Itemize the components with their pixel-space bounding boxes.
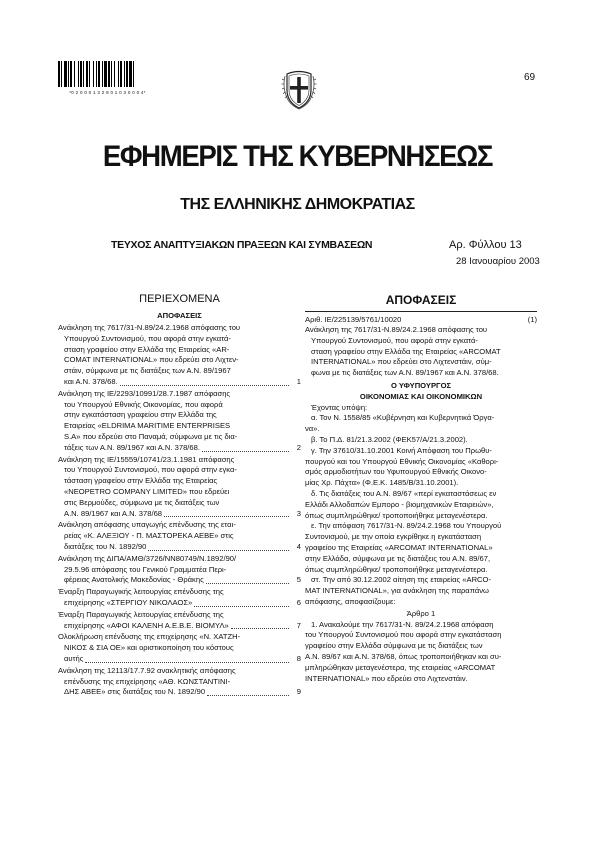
toc-entry-line: Ολοκλήρωση επένδυσης της επιχείρησης «Ν. ΧΑΤΖΗ- <box>58 632 241 642</box>
toc-entry-last-line <box>58 509 301 520</box>
toc-entry-line: Εταιρείας «ELDRIMA MARITIME ENTERPRISES <box>64 421 231 431</box>
barcode-bar <box>78 61 79 87</box>
consideration-line: απόφασης, αποφασίζουμε: <box>305 596 396 606</box>
toc-entry-text: φέρειας Ανατολικής Μακεδονίας - Θράκης <box>64 575 204 585</box>
consideration-item <box>305 413 537 435</box>
barcode-bar <box>111 61 112 87</box>
barcode-bar <box>96 61 97 87</box>
consideration-line: α. Τον Ν. 1558/85 «Κυβέρνηση και Κυβερνητικά Όργα- <box>311 413 495 423</box>
toc-entry-line: στην εγκατάσταση γραφείου στην Ελλάδα της <box>64 410 217 420</box>
toc-entry-line: Ανάκληση της ΔΙΠΑ/ΑΜΘ/3726/ΝΝ80749/Ν.1892/90/ <box>58 553 237 563</box>
toc-entry <box>58 610 301 632</box>
toc-entry-line: του Υπουργού Εθνικής Οικονομίας, που αφορά <box>64 399 223 409</box>
toc-entry-line: Ανάκληση απόφασης υπαγωγής επένδυσης της εται- <box>58 520 236 530</box>
barcode-bar <box>61 61 62 87</box>
article-line: γραφείου στην Ελλάδα σύμφωνα με τις διατάξεις των <box>305 641 483 651</box>
barcode-bar <box>124 61 125 87</box>
consideration-line: Συντονισμού, με την οποία εγκρίθηκε η εγκατάσταση <box>305 532 482 542</box>
dot-leader <box>164 509 289 518</box>
barcode-bar <box>102 61 103 87</box>
barcode-bar <box>114 61 115 87</box>
consideration-line: όπως συμπληρώθηκε/ τροποποιήθηκε μεταγενέστερα. <box>305 564 488 574</box>
consideration-line: στ. Την από 30.12.2002 αίτηση της εταιρείας «ARCO- <box>311 575 491 585</box>
having-in-mind: Έχοντας υπόψη: <box>311 402 368 412</box>
barcode-bar <box>98 61 100 87</box>
toc-entry <box>58 587 301 609</box>
barcode-bar <box>89 61 90 87</box>
consideration-line: ε. Την απόφαση 7617/31-Ν. 89/24.2.1968 του Υπουργού <box>311 521 502 531</box>
article-line: INTERNATIONAL» που εδρεύει στο Λιχτενστάιν. <box>305 673 468 683</box>
dot-leader <box>231 621 289 630</box>
toc-entry-line: ρείας «Κ. ΑΛΕΞΙΟΥ - Π. ΜΑΣΤΟΡΕΚΑ ΑΕΒΕ» στις <box>64 531 234 541</box>
consideration-line: όπως συμπληρώθηκε/ τροποποιήθηκε μεταγενέστερα. <box>305 510 488 520</box>
barcode-bar <box>74 61 75 87</box>
article-line: Α.Ν. 89/67 και Α.Ν. 378/68, όπως τροποποιήθηκαν και συ- <box>305 651 502 661</box>
consideration-line: MAT INTERNATIONAL», για ανάκληση της παραπάνω <box>305 586 489 596</box>
barcode-bar <box>68 61 69 87</box>
greek-coat-of-arms-icon <box>280 66 318 110</box>
considerations-list <box>305 413 537 607</box>
barcode-bar <box>118 61 119 87</box>
intro-line: Ανάκληση της 7617/31-Ν.89/24.2.1968 απόφασης του <box>305 325 488 334</box>
toc-entry-line: COMAT INTERNATIONAL» που εδρεύει στο Λιχτεν- <box>64 355 239 365</box>
decision-reference-number: (1) <box>527 315 537 324</box>
toc-page-number: 8 <box>296 653 301 663</box>
divider <box>305 311 537 312</box>
toc-entry-line: στάιν, σύμφωνα με τις διατάξεις των Α.Ν. 89/1967 <box>64 366 231 376</box>
issue-date: 28 Ιανουαρίου 2003 <box>456 256 540 267</box>
toc-page-number: 1 <box>296 376 301 386</box>
toc-entry-line: Έναρξη Παραγωγικής λειτουργίας επένδυσης της <box>58 587 224 597</box>
decision-column <box>305 293 537 684</box>
article-line: 1. Ανακαλούμε την 7617/31-Ν. 89/24.2.1968 απόφαση <box>311 619 494 629</box>
toc-entry-text: και Α.Ν. 378/68. <box>64 376 118 386</box>
gazette-series: ΤΕΥΧΟΣ ΑΝΑΠΤΥΞΙΑΚΩΝ ΠΡΑΞΕΩΝ ΚΑΙ ΣΥΜΒΑΣΕΩΝ <box>111 239 373 251</box>
toc-page-number: 4 <box>296 541 301 551</box>
toc-entry-line: Υπουργού Συντονισμού, που αφορά στην εγκατά- <box>64 333 231 343</box>
toc-entry-line: Ανάκληση της 12113/17.7.92 ανακλητικής απόφασης <box>58 665 236 675</box>
gazette-title: ΕΦΗΜΕΡΙΣ ΤΗΣ ΚΥΒΕΡΝΗΣΕΩΣ <box>102 140 493 173</box>
consideration-line: δ. Τις διατάξεις του Α.Ν. 89/67 «περί εγκαταστάσεως εν <box>311 488 497 498</box>
consideration-item <box>305 489 537 521</box>
toc-entry <box>58 520 301 552</box>
toc-entry-line: τάσταση γραφείου στην Ελλάδα της Εταιρείας <box>64 476 218 486</box>
toc-entry-last-line <box>58 575 301 586</box>
toc-entry-last-line <box>58 687 301 698</box>
barcode-bar <box>104 61 107 87</box>
dot-leader <box>85 654 289 663</box>
toc-entry-line: ΝΙΚΟΣ & ΣΙΑ ΟΕ» και οριστικοποίηση του κόστους <box>64 643 234 653</box>
minister-title: Ο ΥΦΥΠΟΥΡΓΟΣ <box>390 380 452 390</box>
consideration-line: β. Το Π.Δ. 81/21.3.2002 (ΦΕΚ57/Α/21.3.2002). <box>311 434 468 444</box>
dot-leader <box>194 598 289 607</box>
toc-entry-line: 29.5.96 απόφασης του Γενικού Γραμματέα Περι- <box>64 564 227 574</box>
page-number: 69 <box>524 72 536 83</box>
barcode-number: *0 2 0 0 0 1 3 2 8 0 1 0 3 0 0 0 4* <box>69 90 146 95</box>
barcode-bar <box>86 61 88 87</box>
toc-entry-text: ΔΗΣ ΑΒΕΕ» στις διατάξεις του Ν. 1892/90 <box>64 687 206 697</box>
dot-leader <box>206 575 289 584</box>
barcode-bar <box>108 61 110 87</box>
toc-heading: ΠΕΡΙΕΧΟΜΕΝΑ <box>139 293 220 305</box>
consideration-line: να». <box>305 424 320 434</box>
toc-entry-line: Ανάκληση της ΙΕ/15559/10741/23.1.1981 απόφασης <box>58 454 235 464</box>
consideration-item <box>305 446 537 489</box>
intro-line: INTERNATIONAL» που εδρεύει στο Λιχτενστάιν, σύμ- <box>311 357 492 367</box>
consideration-item <box>305 435 537 446</box>
consideration-item <box>305 575 537 607</box>
toc-entry-last-line <box>58 443 301 454</box>
toc-entry-text: επιχείρησης «ΣΤΕΡΓΙΟΥ ΝΙΚΟΛΑΟΣ» <box>64 597 193 607</box>
intro-line: σταση γραφείου στην Ελλάδα της Εταιρείας «ARCOMAT <box>311 346 501 356</box>
table-of-contents <box>58 293 301 699</box>
barcode-bar <box>120 61 122 87</box>
barcode-bar <box>80 61 82 87</box>
toc-entry <box>58 455 301 520</box>
barcode <box>58 61 157 87</box>
dot-leader <box>120 377 289 386</box>
toc-page-number: 3 <box>296 508 301 518</box>
consideration-line: πουργού και του Υπουργού Εθνικής Οικονομίας «Καθορι- <box>305 456 499 466</box>
toc-entry-text: αυτής <box>64 653 84 663</box>
article-text <box>305 620 537 685</box>
toc-subheading: ΑΠΟΦΑΣΕΙΣ <box>157 311 202 320</box>
toc-entry-line: του Υπουργού Συντονισμού, που αφορά στην εγκα- <box>64 465 237 475</box>
toc-entry <box>58 632 301 664</box>
decision-reference: Αριθ. ΙΕ/225139/5761/10020 <box>305 315 402 324</box>
barcode-bar <box>129 61 132 87</box>
consideration-line: γ. Την 37610/31.10.2001 Κοινή Απόφαση του Πρωθυ- <box>311 445 492 455</box>
article-heading: Άρθρο 1 <box>406 608 436 618</box>
decision-intro <box>305 325 537 379</box>
decision-reference-row <box>305 315 537 325</box>
barcode-bar <box>58 61 60 87</box>
article-line: μπληρώθηκαν μεταγενέστερα, της εταιρείας «ARCOMAT <box>305 662 496 672</box>
barcode-bar <box>83 61 84 87</box>
consideration-line: γραφείου της Εταιρείας «ARCOMAT INTERNATIONAL» <box>305 542 493 552</box>
ministry-name: ΟΙΚΟΝΟΜΙΑΣ ΚΑΙ ΟΙΚΟΝΟΜΙΚΩΝ <box>359 391 483 401</box>
consideration-item <box>305 521 537 575</box>
toc-entry-text: τάξεις των Α.Ν. 89/1967 και Α.Ν. 378/68. <box>64 442 200 452</box>
toc-entry-line: S.A» που εδρεύει στο Παναμά, σύμφωνα με τις δια- <box>64 431 238 441</box>
toc-entry-line: Ανάκληση της 7617/31-Ν.89/24.2.1968 απόφασης του <box>58 323 241 332</box>
barcode-bar <box>133 61 134 87</box>
toc-entry-line: σταση γραφείου στην Ελλάδα της Εταιρείας «AR- <box>64 344 230 354</box>
toc-entry-text: διατάξεις του Ν. 1892/90 <box>64 541 147 551</box>
toc-entry-line: επένδυσης της επιχείρησης «ΑΘ. ΚΩΝΣΤΑΝΤΙΝΙ- <box>64 676 231 686</box>
toc-page-number: 7 <box>296 620 301 630</box>
toc-page-number: 9 <box>296 687 301 697</box>
toc-entry-line: Ανάκληση της ΙΕ/2293/10991/28.7.1987 απόφασης <box>58 388 231 398</box>
toc-entry-line: «NEOPETRO COMPANY LIMITED» που εδρεύει <box>64 486 230 496</box>
toc-entry-line: Έναρξη Παραγωγικής λειτουργίας επένδυσης της <box>58 609 224 619</box>
issue-number: Αρ. Φύλλου 13 <box>449 239 522 251</box>
toc-page-number: 5 <box>296 575 301 585</box>
barcode-bar <box>93 61 94 87</box>
toc-entry-last-line <box>58 654 301 665</box>
toc-entry-last-line <box>58 621 301 632</box>
toc-entry <box>58 666 301 698</box>
gazette-subtitle: ΤΗΣ ΕΛΛΗΝΙΚΗΣ ΔΗΜΟΚΡΑΤΙΑΣ <box>180 196 415 213</box>
dot-leader <box>148 542 289 551</box>
toc-entry <box>58 323 301 388</box>
consideration-line: μίας Χρ. Πάχτα» (Φ.Ε.Κ. 1485/Β/31.10.2001). <box>305 478 459 488</box>
toc-entry-line: στις Βερμούδες, σύμφωνα με τις διατάξεις των <box>64 497 220 507</box>
barcode-bar <box>70 61 72 87</box>
dot-leader <box>207 687 289 696</box>
barcode-bar <box>126 61 128 87</box>
toc-entry-last-line <box>58 377 301 388</box>
toc-entry-text: επιχείρησης «ΑΦΟΙ ΚΑΛΕΝΗ Α.Ε.Β.Ε. ΒΙΟΜΥΛ» <box>64 620 229 630</box>
toc-entry-last-line <box>58 598 301 609</box>
toc-entry-last-line <box>58 542 301 553</box>
consideration-line: σμός αρμοδιοτήτων του Υφυπουργού Εθνικής Οικονο- <box>305 467 487 477</box>
toc-entry <box>58 554 301 586</box>
article-line: του Υπουργού Συντονισμού που αφορά στην εγκατάσταση <box>305 630 502 640</box>
consideration-line: στην Ελλάδα, σύμφωνα με τις διατάξεις του Α.Ν. 89/67, <box>305 553 491 563</box>
barcode-bar <box>64 61 67 87</box>
toc-list <box>58 323 301 698</box>
toc-entry-text: Α.Ν. 89/1967 και Α.Ν. 378/68 <box>64 508 163 518</box>
decisions-heading: ΑΠΟΦΑΣΕΙΣ <box>385 293 457 307</box>
consideration-line: Ελλάδι Αλλοδαπών Εμπορο - βιομηχανικών Εταιρειών», <box>305 499 494 509</box>
toc-entry <box>58 389 301 454</box>
toc-page-number: 2 <box>296 442 301 452</box>
intro-line: φωνα με τις διατάξεις των Α.Ν. 89/1967 και Α.Ν. 378/68. <box>311 368 499 378</box>
toc-page-number: 6 <box>296 597 301 607</box>
intro-line: Υπουργού Συντονισμού, που αφορά στην εγκατά- <box>311 335 478 345</box>
dot-leader <box>202 443 289 452</box>
